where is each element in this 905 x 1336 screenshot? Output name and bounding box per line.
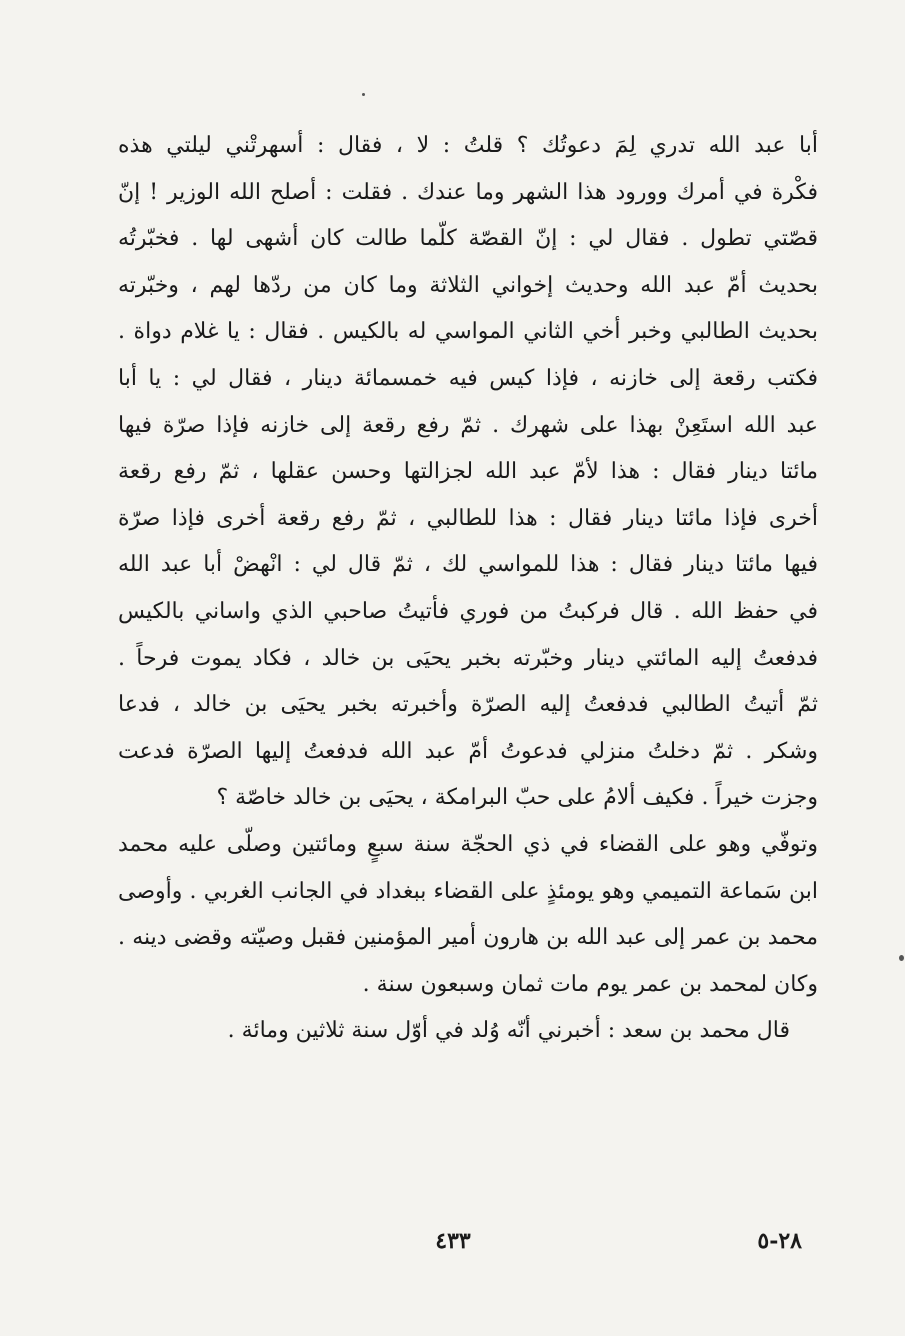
- page-number: ٤٣٣: [435, 1228, 471, 1254]
- text-line: أبا عبد الله تدري لِمَ دعوتُك ؟ قلتُ : لا ، فقال : أسهرتْني ليلتي هذه: [118, 133, 818, 158]
- text-line: محمد بن عمر إلى عبد الله بن هارون أمير المؤمنين فقبل وصيّته وقضى دينه .: [118, 925, 818, 951]
- text-line: فكْرة في أمرك وورود هذا الشهر وما عندك . فقلت : أصلح الله الوزير ! إنّ: [118, 179, 818, 205]
- text-line: وتوفّي وهو على القضاء في ذي الحجّة سنة سبعٍ ومائتين وصلّى عليه محمد: [118, 831, 818, 857]
- text-line: أخرى فإذا مائتا دينار فقال : هذا للطالبي ، ثمّ رفع رقعة أخرى فإذا صرّة: [118, 505, 818, 531]
- page-footer: [0, 1228, 905, 1258]
- text-line: وجزت خيراً . فكيف ألامُ على حبّ البرامكة ، يحيَى بن خالد خاصّة ؟: [216, 785, 818, 811]
- scan-speck: [362, 93, 365, 96]
- text-line: وشكر . ثمّ دخلتُ منزلي فدعوتُ أمّ عبد الله فدفعتُ إليها الصرّة فدعت: [118, 738, 818, 764]
- text-line: فيها مائتا دينار فقال : هذا للمواسي لك ، ثمّ قال لي : انْهضْ أبا عبد الله: [118, 552, 818, 578]
- text-line: قال محمد بن سعد : أخبرني أنّه وُلد في أوّل سنة ثلاثين ومائة .: [227, 1018, 790, 1044]
- text-line: قصّتي تطول . فقال لي : إنّ القصّة كلّما طالت كان أشهى لها . فخبّرتُه: [118, 226, 818, 252]
- text-line: عبد الله استَعِنْ بهذا على شهرك . ثمّ رفع رقعة إلى خازنه فإذا صرّة فيها: [118, 412, 818, 438]
- text-line: مائتا دينار فقال : هذا لأمّ عبد الله لجزالتها وحسن عقلها ، ثمّ رفع رقعة: [118, 459, 818, 485]
- text-line: فكتب رقعة إلى خازنه ، فإذا كيس فيه خمسمائة دينار ، فقال لي : يا أبا: [118, 365, 818, 391]
- text-line: ثمّ أتيتُ الطالبي فدفعتُ إليه الصرّة وأخبرته بخبر يحيَى بن خالد ، فدعا: [118, 692, 818, 718]
- text-line: بحديث أمّ عبد الله وحديث إخواني الثلاثة وما كان من ردّها لهم ، وخبّرته: [118, 272, 818, 298]
- body-text: [118, 123, 818, 1055]
- text-line: بحديث الطالبي وخبر أخي الثاني المواسي له بالكيس . فقال : يا غلام دواة .: [118, 319, 818, 345]
- text-line: ابن سَماعة التميمي وهو يومئذٍ على القضاء ببغداد في الجانب الغربي . وأوصى: [118, 878, 818, 904]
- scan-speck: [899, 955, 904, 961]
- text-line: وكان لمحمد بن عمر يوم مات ثمان وسبعون سنة .: [362, 971, 818, 997]
- text-line: فدفعتُ إليه المائتي دينار وخبّرته بخبر يحيَى بن خالد ، فكاد يموت فرحاً .: [118, 645, 818, 671]
- text-line: في حفظ الله . قال فركبتُ من فوري فأتيتُ صاحبي الذي واساني بالكيس: [118, 598, 818, 624]
- signature-mark: ٢٨-٥: [757, 1228, 802, 1254]
